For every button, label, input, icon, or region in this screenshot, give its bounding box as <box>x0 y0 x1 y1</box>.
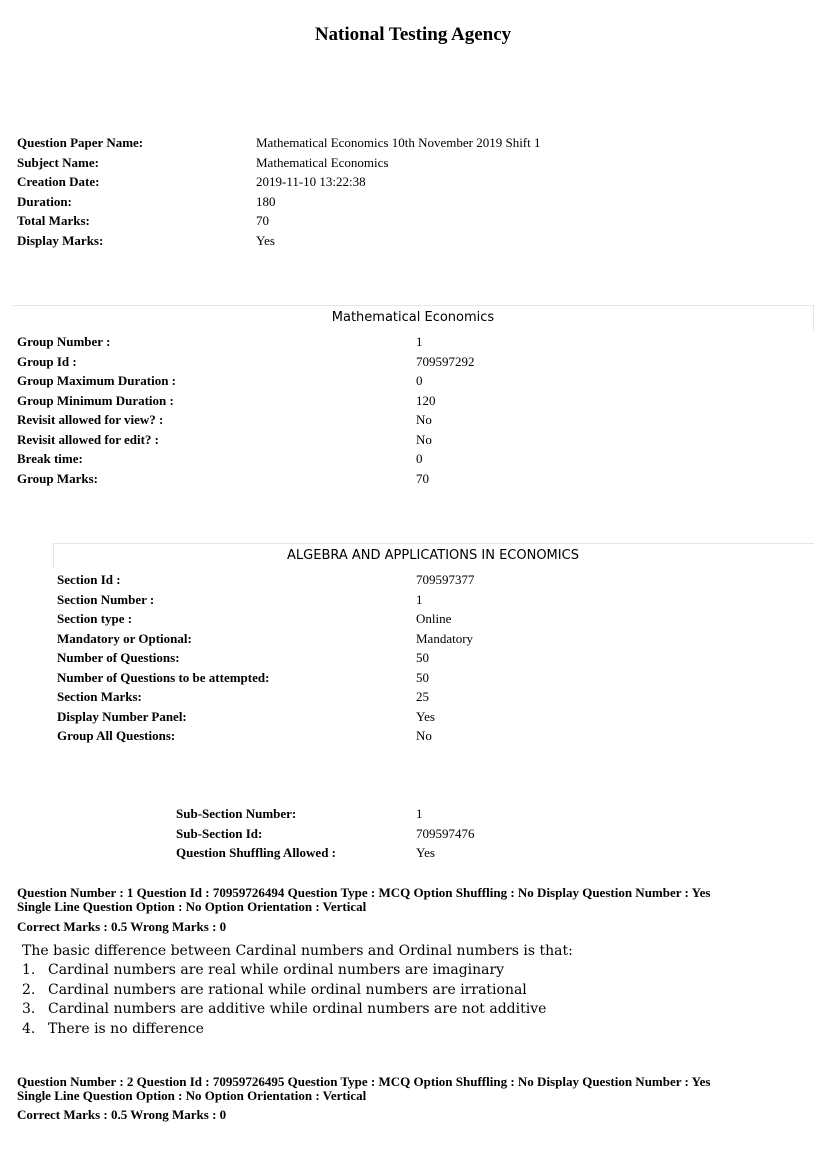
label: Revisit allowed for edit? : <box>17 431 160 447</box>
paper-row <box>17 192 717 212</box>
value: 1 <box>416 334 423 349</box>
paper-row <box>17 211 717 231</box>
section-row <box>57 726 717 746</box>
question-2-marks: Correct Marks : 0.5 Wrong Marks : 0 <box>17 1107 227 1122</box>
label: Section Number : <box>57 591 155 607</box>
question-1-options <box>22 961 722 1039</box>
question-meta-line: Single Line Question Option : No Option Orientation : Vertical <box>17 899 367 914</box>
label: Group Number : <box>17 334 111 349</box>
question-meta-line: Single Line Question Option : No Option Orientation : Vertical <box>17 1088 367 1103</box>
section-heading: ALGEBRA AND APPLICATIONS IN ECONOMICS <box>287 548 579 563</box>
subsection-row <box>176 804 676 824</box>
section-row <box>57 570 717 590</box>
value: No <box>416 431 432 447</box>
paper-row <box>17 153 717 173</box>
option-number: 2. <box>22 981 36 998</box>
label: Group Id : <box>17 353 77 369</box>
option-item <box>22 1020 722 1040</box>
option-number: 1. <box>22 962 36 978</box>
value: Yes <box>256 232 275 248</box>
value: No <box>416 728 432 743</box>
value: 70 <box>416 470 429 486</box>
option-number: 3. <box>22 1001 36 1017</box>
value: No <box>416 412 432 427</box>
section-row <box>57 609 717 629</box>
subsection-row <box>176 843 676 863</box>
label: Mandatory or Optional: <box>57 630 192 646</box>
value: Yes <box>416 845 435 860</box>
group-row <box>17 469 717 489</box>
label: Group All Questions: <box>57 728 176 743</box>
option-text: There is no difference <box>48 1020 204 1037</box>
question-2-meta <box>17 1075 817 1103</box>
paper-row <box>17 133 717 153</box>
group-row <box>17 391 717 411</box>
group-info <box>17 332 717 488</box>
paper-row <box>17 231 717 251</box>
group-row <box>17 449 717 469</box>
section-row <box>57 668 717 688</box>
value: 50 <box>416 650 429 665</box>
group-row <box>17 430 717 450</box>
label: Break time: <box>17 451 83 466</box>
section-row <box>57 687 717 707</box>
section-row <box>57 590 717 610</box>
question-meta-line: Question Number : 2 Question Id : 70959726495 Question Type : MCQ Option Shuffling : No Display Question Number : Yes <box>17 1074 711 1089</box>
option-item <box>22 961 722 981</box>
value: Mathematical Economics 10th November 2019 Shift 1 <box>256 135 541 150</box>
value: 1 <box>416 806 423 821</box>
label: Total Marks: <box>17 213 90 228</box>
label: Section type : <box>57 611 133 626</box>
label: Duration: <box>17 193 72 209</box>
label: Number of Questions to be attempted: <box>57 669 270 685</box>
subsection-info <box>176 804 676 863</box>
label: Display Number Panel: <box>57 708 187 724</box>
value: 2019-11-10 13:22:38 <box>256 174 366 189</box>
value: 25 <box>416 689 429 704</box>
section-info <box>57 570 717 746</box>
paper-row <box>17 172 717 192</box>
value: Yes <box>416 708 435 724</box>
group-heading: Mathematical Economics <box>331 310 495 325</box>
label: Section Id : <box>57 572 121 587</box>
value: 0 <box>416 373 423 388</box>
group-row <box>17 352 717 372</box>
value: 180 <box>256 193 276 209</box>
group-row <box>17 410 717 430</box>
section-row <box>57 648 717 668</box>
label: Group Maximum Duration : <box>17 373 177 388</box>
label: Sub-Section Number: <box>176 806 297 821</box>
question-1-meta <box>17 886 817 914</box>
group-row <box>17 371 717 391</box>
section-row <box>57 707 717 727</box>
option-text: Cardinal numbers are rational while ordinal numbers are irrational <box>48 981 527 998</box>
value: Online <box>416 611 452 626</box>
value: Mandatory <box>416 630 474 646</box>
value: 50 <box>416 669 429 685</box>
option-item <box>22 1000 722 1020</box>
value: 0 <box>416 451 423 466</box>
subsection-row <box>176 824 676 844</box>
page-title: National Testing Agency <box>314 24 512 45</box>
label: Number of Questions: <box>57 650 180 665</box>
label: Question Paper Name: <box>17 135 144 150</box>
option-number: 4. <box>22 1020 36 1037</box>
option-text: Cardinal numbers are additive while ordinal numbers are not additive <box>48 1001 547 1017</box>
option-item <box>22 981 722 1001</box>
value: 70 <box>256 213 269 228</box>
group-row <box>17 332 717 352</box>
section-row <box>57 629 717 649</box>
paper-info <box>17 133 717 250</box>
value: 709597292 <box>416 353 475 369</box>
label: Sub-Section Id: <box>176 825 263 841</box>
question-1-text: The basic difference between Cardinal numbers and Ordinal numbers is that: <box>22 943 573 959</box>
question-meta-line: Question Number : 1 Question Id : 70959726494 Question Type : MCQ Option Shuffling : No Display Question Number : Yes <box>17 885 711 900</box>
label: Section Marks: <box>57 689 142 704</box>
label: Group Minimum Duration : <box>17 392 174 408</box>
question-1-marks: Correct Marks : 0.5 Wrong Marks : 0 <box>17 919 227 934</box>
value: Mathematical Economics <box>256 154 389 170</box>
label: Revisit allowed for view? : <box>17 412 164 427</box>
value: 709597377 <box>416 572 475 587</box>
value: 1 <box>416 591 423 607</box>
label: Subject Name: <box>17 154 99 170</box>
option-text: Cardinal numbers are real while ordinal numbers are imaginary <box>48 962 505 978</box>
value: 120 <box>416 392 436 408</box>
label: Question Shuffling Allowed : <box>176 845 337 860</box>
label: Creation Date: <box>17 174 100 189</box>
label: Group Marks: <box>17 470 99 486</box>
label: Display Marks: <box>17 232 104 248</box>
value: 709597476 <box>416 825 475 841</box>
